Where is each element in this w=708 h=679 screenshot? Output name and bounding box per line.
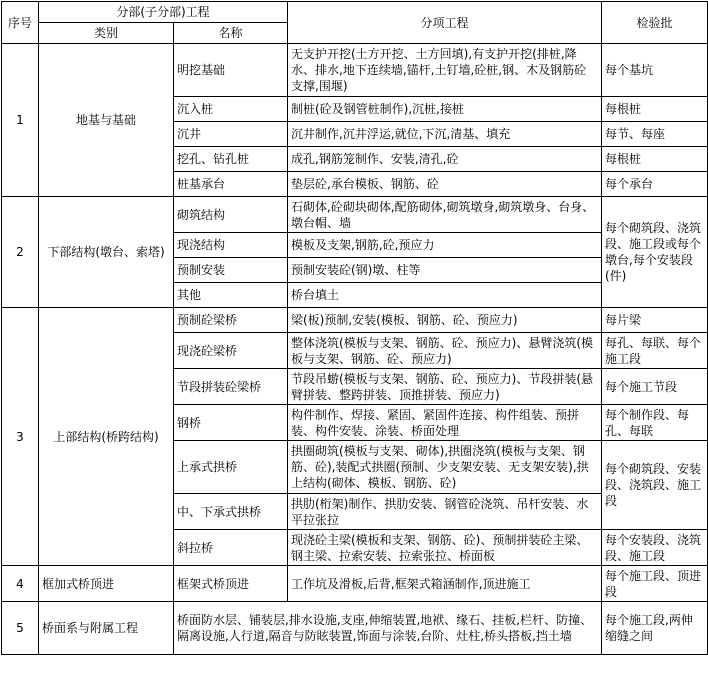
name-cell: 桩基承台 bbox=[174, 172, 288, 197]
lot-cell: 每个施工段、顶进段 bbox=[602, 566, 708, 602]
table-row bbox=[2, 44, 708, 97]
table-row bbox=[2, 308, 708, 333]
table-row bbox=[2, 197, 708, 233]
header-inspection-lot: 检验批 bbox=[602, 2, 708, 44]
inspection-table bbox=[1, 1, 708, 655]
lot-cell: 每个施工节段 bbox=[602, 369, 708, 405]
table-row bbox=[2, 566, 708, 602]
items-cell: 梁(板)预制,安装(模板、钢筋、砼、预应力) bbox=[288, 308, 602, 333]
items-cell: 桥台填土 bbox=[288, 283, 602, 308]
lot-cell: 每个施工段,两伸缩缝之间 bbox=[602, 602, 708, 655]
lot-cell: 每个基坑 bbox=[602, 44, 708, 97]
name-cell: 上承式拱桥 bbox=[174, 441, 288, 494]
lot-cell: 每孔、每联、每个施工段 bbox=[602, 333, 708, 369]
items-cell: 沉井制作,沉井浮运,就位,下沉,清基、填充 bbox=[288, 122, 602, 147]
header-category: 类别 bbox=[39, 23, 174, 44]
seq-cell: 5 bbox=[2, 602, 39, 655]
header-item-project: 分项工程 bbox=[288, 2, 602, 44]
items-cell: 桥面防水层、铺装层,排水设施,支座,伸缩装置,地袱、缘石、挂板,栏杆、防撞、隔离设施,人行道,隔音与防眩装置,饰面与涂装,台阶、灶柱,桥头搭板,挡土墙 bbox=[174, 602, 602, 655]
seq-cell: 2 bbox=[2, 197, 39, 308]
name-cell: 其他 bbox=[174, 283, 288, 308]
header-sub-project: 分部(子分部)工程 bbox=[39, 2, 288, 23]
header-seq: 序号 bbox=[2, 2, 39, 44]
name-cell: 现浇砼梁桥 bbox=[174, 333, 288, 369]
name-cell: 沉井 bbox=[174, 122, 288, 147]
category-cell: 地基与基础 bbox=[39, 44, 174, 197]
items-cell: 预制安装砼(钢)墩、柱等 bbox=[288, 258, 602, 283]
items-cell: 模板及支架,钢筋,砼,预应力 bbox=[288, 233, 602, 258]
items-cell: 工作坑及滑板,后背,框架式箱涵制作,顶进施工 bbox=[288, 566, 602, 602]
items-cell: 成孔,钢筋笼制作、安装,清孔,砼 bbox=[288, 147, 602, 172]
lot-cell: 每个承台 bbox=[602, 172, 708, 197]
name-cell: 挖孔、钻孔桩 bbox=[174, 147, 288, 172]
lot-cell: 每个安装段、浇筑段、施工段 bbox=[602, 530, 708, 566]
name-cell: 钢桥 bbox=[174, 405, 288, 441]
name-cell: 砌筑结构 bbox=[174, 197, 288, 233]
seq-cell: 3 bbox=[2, 308, 39, 566]
name-cell: 中、下承式拱桥 bbox=[174, 494, 288, 530]
lot-cell: 每根桩 bbox=[602, 147, 708, 172]
items-cell: 现浇砼主梁(模板和支架、钢筋、砼)、预制拼装砼主梁、钢主梁、拉索安装、拉索张拉、桥面板 bbox=[288, 530, 602, 566]
name-cell: 预制砼梁桥 bbox=[174, 308, 288, 333]
table-row bbox=[2, 602, 708, 655]
lot-cell: 每节、每座 bbox=[602, 122, 708, 147]
name-cell: 斜拉桥 bbox=[174, 530, 288, 566]
header-name: 名称 bbox=[174, 23, 288, 44]
name-cell: 框架式桥顶进 bbox=[174, 566, 288, 602]
lot-cell: 每个砌筑段、安装段、浇筑段、施工段 bbox=[602, 441, 708, 530]
items-cell: 构件制作、焊接、紧固、紧固件连接、构件组装、预拼装、构件安装、涂装、桥面处理 bbox=[288, 405, 602, 441]
name-cell: 现浇结构 bbox=[174, 233, 288, 258]
name-cell: 预制安装 bbox=[174, 258, 288, 283]
name-cell: 明挖基础 bbox=[174, 44, 288, 97]
items-cell: 整体浇筑(模板与支架、钢筋、砼、预应力)、悬臂浇筑(模板与支架、钢筋、砼、预应力) bbox=[288, 333, 602, 369]
items-cell: 无支护开挖(土方开挖、土方回填),有支护开挖(排桩,降水、排水,地下连续墙,锚杆,土钉墙,砼桩,钢、木及钢筋砼支撑,围堰) bbox=[288, 44, 602, 97]
items-cell: 拱圈砌筑(模板与支架、砌体),拱圈浇筑(模板与支架、钢筋、砼),装配式拱圈(预制、少支架安装、无支架安装),拱上结构(砌体、模板、钢筋、砼) bbox=[288, 441, 602, 494]
lot-cell: 每个砌筑段、浇筑段、施工段或每个墩台,每个安装段(件) bbox=[602, 197, 708, 308]
items-cell: 石砌体,砼砌块砌体,配筋砌体,砌筑墩身,砌筑墩身、台身、墩台帽、墙 bbox=[288, 197, 602, 233]
name-cell: 节段拼装砼梁桥 bbox=[174, 369, 288, 405]
items-cell: 拱肋(桁架)制作、拱肋安装、钢管砼浇筑、吊杆安装、水平拉张拉 bbox=[288, 494, 602, 530]
lot-cell: 每根桩 bbox=[602, 97, 708, 122]
category-cell: 桥面系与附属工程 bbox=[39, 602, 174, 655]
lot-cell: 每片梁 bbox=[602, 308, 708, 333]
category-cell: 下部结构(墩台、索塔) bbox=[39, 197, 174, 308]
items-cell: 制桩(砼及钢管桩制作),沉桩,接桩 bbox=[288, 97, 602, 122]
items-cell: 垫层砼,承台模板、钢筋、砼 bbox=[288, 172, 602, 197]
lot-cell: 每个制作段、每孔、每联 bbox=[602, 405, 708, 441]
category-cell: 框加式桥顶进 bbox=[39, 566, 174, 602]
name-cell: 沉入桩 bbox=[174, 97, 288, 122]
seq-cell: 4 bbox=[2, 566, 39, 602]
category-cell: 上部结构(桥跨结构) bbox=[39, 308, 174, 566]
items-cell: 节段吊蝣(模板与支架、钢筋、砼、预应力)、节段拼装(悬臂拼装、整跨拼装、顶推拼装、预应力) bbox=[288, 369, 602, 405]
seq-cell: 1 bbox=[2, 44, 39, 197]
